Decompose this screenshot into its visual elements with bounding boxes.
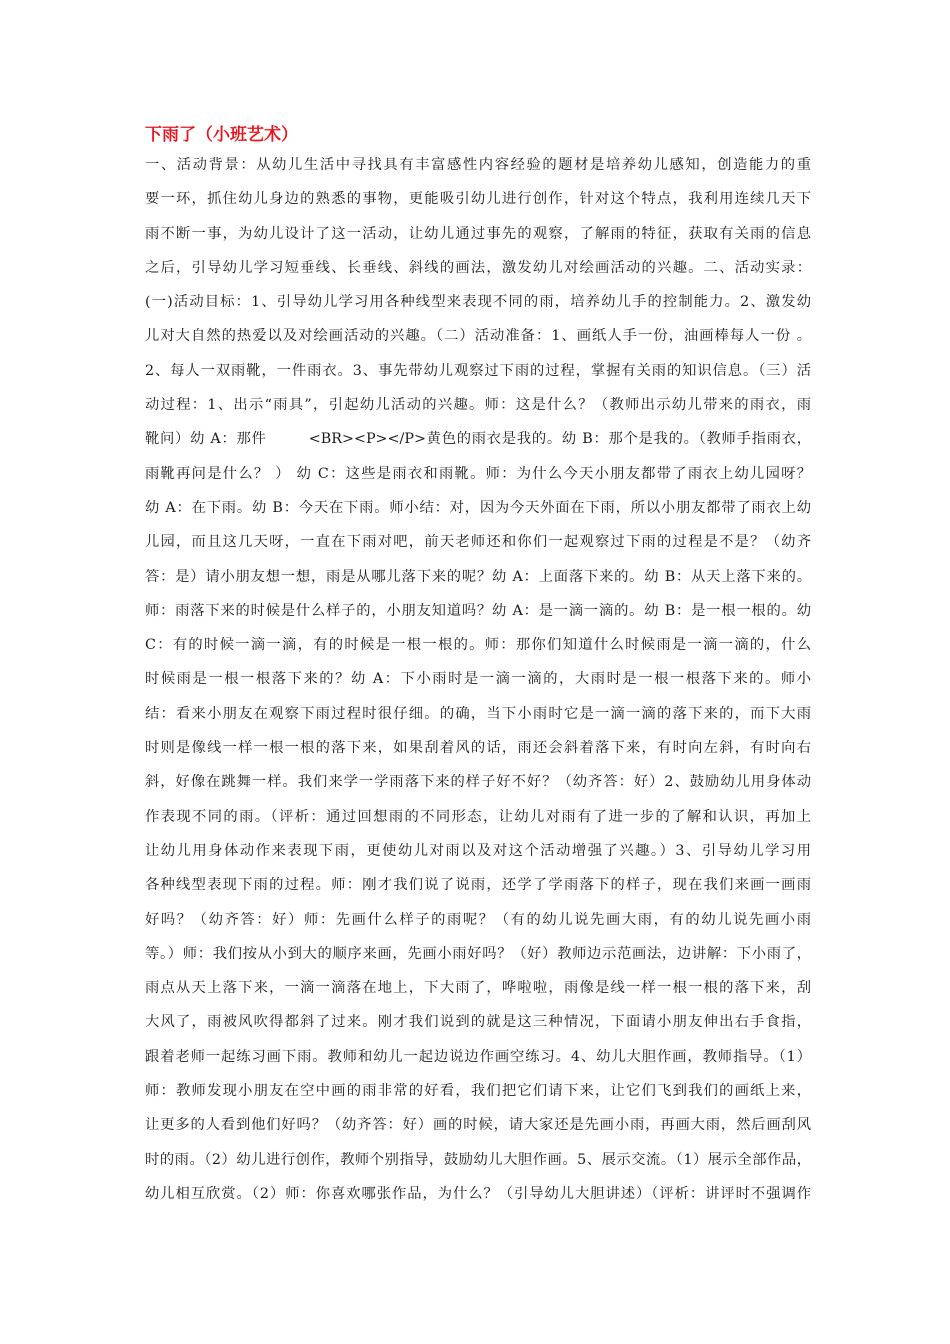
text-line: 好吗？（幼齐答：好）师：先画什么样子的雨呢？（有的幼儿说先画大雨，有的幼儿说先画小雨 bbox=[145, 911, 811, 928]
text-line: 大风了，雨被风吹得都斜了过来。刚才我们说到的就是这三种情况，下面请小朋友伸出右手食指， bbox=[145, 1014, 811, 1031]
text-line: 让幼儿用身体动作来表现下雨，更使幼儿对雨以及对这个活动增强了兴趣。）3、引导幼儿学习用 bbox=[145, 842, 811, 859]
text-line: 时候雨是一根一根落下来的？幼 A：下小雨时是一滴一滴的，大雨时是一根一根落下来的。师小 bbox=[145, 671, 811, 688]
text-line: 斜，好像在跳舞一样。我们来学一学雨落下来的样子好不好？（幼齐答：好）2、鼓励幼儿用身体动 bbox=[145, 774, 811, 791]
text-line: 跟着老师一起练习画下雨。教师和幼儿一起边说边作画空练习。4、幼儿大胆作画，教师指导。（1） bbox=[145, 1048, 811, 1065]
paragraph bbox=[145, 148, 811, 1211]
text-line: 作表现不同的雨。（评析：通过回想雨的不同形态，让幼儿对雨有了进一步的了解和认识，再加上 bbox=[145, 808, 811, 825]
text-line: 儿对大自然的热爱以及对绘画活动的兴趣。（二）活动准备：1、画纸人手一份，油画棒每人一份 。 bbox=[145, 328, 811, 345]
document-title: 下雨了（小班艺术） bbox=[145, 125, 298, 145]
text-line: 一、活动背景：从幼儿生活中寻找具有丰富感性内容经验的题材是培养幼儿感知，创造能力的重 bbox=[145, 157, 811, 173]
text-line: 动过程：1、出示“雨具”，引起幼儿活动的兴趣。师：这是什么？（教师出示幼儿带来的雨衣，雨 bbox=[145, 397, 811, 414]
text-line: 幼 A：在下雨。幼 B：今天在下雨。师小结：对，因为今天外面在下雨，所以小朋友都带了雨衣上幼 bbox=[145, 499, 811, 516]
text-line: (一)活动目标：1、引导幼儿学习用各种线型来表现不同的雨，培养幼儿手的控制能力。2、激发幼 bbox=[145, 294, 811, 311]
text-line: 让更多的人看到他们好吗？（幼齐答：好）画的时候，请大家还是先画小雨，再画大雨，然后画刮风 bbox=[145, 1117, 811, 1134]
text-line: 结：看来小朋友在观察下雨过程时很仔细。的确，当下小雨时它是一滴一滴的落下来的，而下大雨 bbox=[145, 705, 811, 722]
text-line: 儿园，而且这几天呀，一直在下雨对吧，前天老师还和你们一起观察过下雨的过程是不是？（幼齐 bbox=[145, 534, 811, 551]
text-line: C：有的时候一滴一滴，有的时候是一根一根的。师：那你们知道什么时候雨是一滴一滴的，什么 bbox=[145, 637, 811, 654]
text-line: 各种线型表现下雨的过程。师：刚才我们说了说雨，还学了学雨落下的样子，现在我们来画一画雨 bbox=[145, 877, 811, 894]
text-line: 雨靴再问是什么？ ） 幼 C：这些是雨衣和雨靴。师：为什么今天小朋友都带了雨衣上幼儿园呀？ bbox=[145, 465, 811, 482]
text-line: 等。）师：我们按从小到大的顺序来画，先画小雨好吗？（好）教师边示范画法，边讲解：下小雨了， bbox=[145, 945, 811, 962]
text-line: 时则是像线一样一根一根的落下来，如果刮着风的话，雨还会斜着落下来，有时向左斜，有时向右 bbox=[145, 740, 811, 757]
text-line: 幼儿相互欣赏。（2）师：你喜欢哪张作品，为什么？（引导幼儿大胆讲述）（评析：讲评时不强调作 bbox=[145, 1185, 811, 1202]
text-line: 雨点从天上落下来，一滴一滴落在地上，下大雨了，哗啦啦，雨像是线一样一根一根的落下来，刮 bbox=[145, 980, 811, 997]
document-body bbox=[145, 122, 811, 1211]
text-line: 师：教师发现小朋友在空中画的雨非常的好看，我们把它们请下来，让它们飞到我们的画纸上来， bbox=[145, 1083, 811, 1100]
text-line: 时的雨。（2）幼儿进行创作，教师个别指导，鼓励幼儿大胆作画。5、展示交流。（1）展示全部作品， bbox=[145, 1151, 811, 1168]
text-line: 要一环，抓住幼儿身边的熟悉的事物，更能吸引幼儿进行创作，针对这个特点，我利用连续几天下 bbox=[145, 191, 811, 208]
text-line: 雨不断一事，为幼儿设计了这一活动，让幼儿通过事先的观察，了解雨的特征，获取有关雨的信息 bbox=[145, 225, 811, 242]
text-line: 答：是）请小朋友想一想，雨是从哪儿落下来的呢？幼 A：上面落下来的。幼 B：从天上落下来的。 bbox=[145, 568, 811, 585]
text-line: 2、每人一双雨靴，一件雨衣。3、事先带幼儿观察过下雨的过程，掌握有关雨的知识信息。（三）活 bbox=[145, 362, 811, 379]
text-line: 靴问）幼 A：那件 <BR><P></P>黄色的雨衣是我的。幼 B：那个是我的。（教师手指雨衣， bbox=[145, 431, 811, 448]
text-line: 之后，引导幼儿学习短垂线、长垂线、斜线的画法，激发幼儿对绘画活动的兴趣。二、活动实录： bbox=[145, 259, 811, 276]
text-line: 师：雨落下来的时候是什么样子的，小朋友知道吗？幼 A：是一滴一滴的。幼 B：是一根一根的。幼 bbox=[145, 602, 811, 619]
